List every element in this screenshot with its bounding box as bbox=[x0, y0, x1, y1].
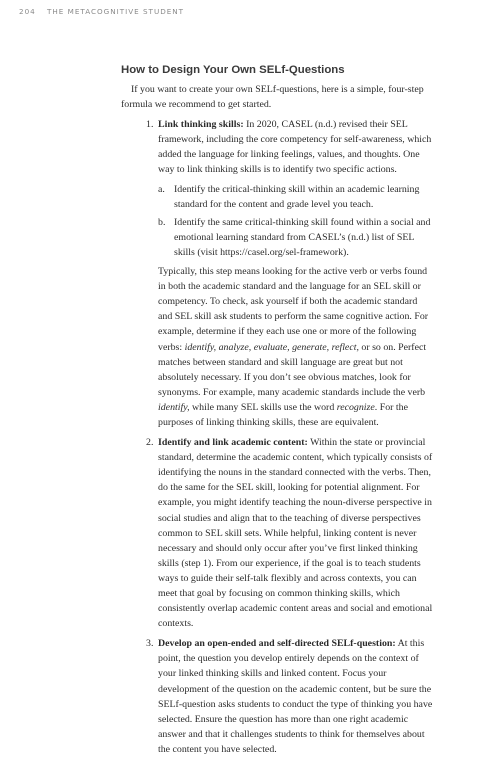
step-number: 3. bbox=[146, 638, 154, 650]
step-text bbox=[158, 435, 433, 631]
substep-letter: a. bbox=[158, 183, 165, 195]
verb-identify: identify, bbox=[158, 401, 190, 413]
substep-letter: b. bbox=[158, 216, 166, 228]
verb-list: identify, analyze, evaluate, generate, reflect, bbox=[184, 341, 359, 353]
step-body: Within the state or provincial standard, determine the academic content, which typically consists of identifying the nouns in the standard connected with the verbs. Then, do the same for the SEL skill, looking for potential alignment. For example, you might identify teaching the noun-diverse perspective in social studies and align that to the teaching of diverse perspectives common to SEL skill sets. While helpful, linking content is never necessary and should only occur after you’ve first linked thinking skills (step 1). From our experience, if the goal is to teach students ways to guide their self-talk flexibly and across contexts, you can meet that goal by focusing on common thinking skills, which consistently overlap academic content areas and social and emotional contexts. bbox=[158, 437, 433, 630]
page-number: 204 bbox=[19, 7, 36, 16]
step-lead: Link thinking skills: bbox=[158, 119, 244, 131]
substep-item bbox=[158, 182, 433, 212]
book-title: THE METACOGNITIVE STUDENT bbox=[47, 7, 185, 16]
section-heading: How to Design Your Own SELf-Questions bbox=[121, 64, 345, 76]
intro-paragraph: If you want to create your own SELf-questions, here is a simple, four-step formula we recommend to get started. bbox=[121, 84, 424, 111]
step-text bbox=[158, 636, 433, 757]
section-body bbox=[121, 82, 433, 762]
verb-recognize: recognize bbox=[336, 401, 375, 413]
running-head bbox=[19, 7, 184, 16]
step-lead: Develop an open-ended and self-directed SELf-question: bbox=[158, 638, 396, 650]
explanation-text: while many SEL skills use the word bbox=[189, 401, 337, 413]
explanation-text: . For the purposes of linking thinking skills, these are equivalent. bbox=[158, 401, 408, 428]
steps-list bbox=[121, 117, 433, 757]
step-number: 2. bbox=[146, 437, 154, 449]
step-item bbox=[121, 636, 433, 757]
step-item bbox=[121, 435, 433, 631]
step-explanation bbox=[158, 264, 433, 430]
step-text bbox=[158, 117, 433, 177]
step-lead: Identify and link academic content: bbox=[158, 437, 308, 449]
step-item bbox=[121, 117, 433, 430]
substep-text: Identify the same critical-thinking skill found within a social and emotional learning standard from CASEL’s (n.d.) list of SEL skills (visit https://casel.org/sel-framework). bbox=[174, 216, 431, 258]
substep-text: Identify the critical-thinking skill within an academic learning standard for the content and grade level you teach. bbox=[174, 183, 420, 210]
explanation-text: Typically, this step means looking for the active verb or verbs found in both the academic standard and the language for an SEL skill or competency. To check, ask yourself if both the academic standard and SEL skill ask students to perform the same cognitive action. For example, determine if they each use one or more of the following verbs: bbox=[158, 266, 429, 353]
step-number: 1. bbox=[146, 119, 154, 131]
substeps-list bbox=[158, 182, 433, 260]
step-body: In 2020, CASEL (n.d.) revised their SEL framework, including the core competency for self-awareness, which added the language for linking feelings, values, and thoughts. One way to link thinking skills is to identify two specific actions. bbox=[158, 119, 432, 176]
substep-item bbox=[158, 215, 433, 260]
step-body: At this point, the question you develop entirely depends on the context of your linked thinking skills and linked content. Focus your development of the question on the academic content, but be sure the SELf-question asks students to conduct the type of thinking you have selected. Ensure the question has more than one right academic answer and that it challenges students to think for themselves about the content you have selected. bbox=[158, 638, 433, 755]
explanation-text: or so on. Perfect matches between standard and skill language are great but not absolutely necessary. If you don’t see obvious matches, look for synonyms. For example, many academic standards include the verb bbox=[158, 341, 427, 398]
